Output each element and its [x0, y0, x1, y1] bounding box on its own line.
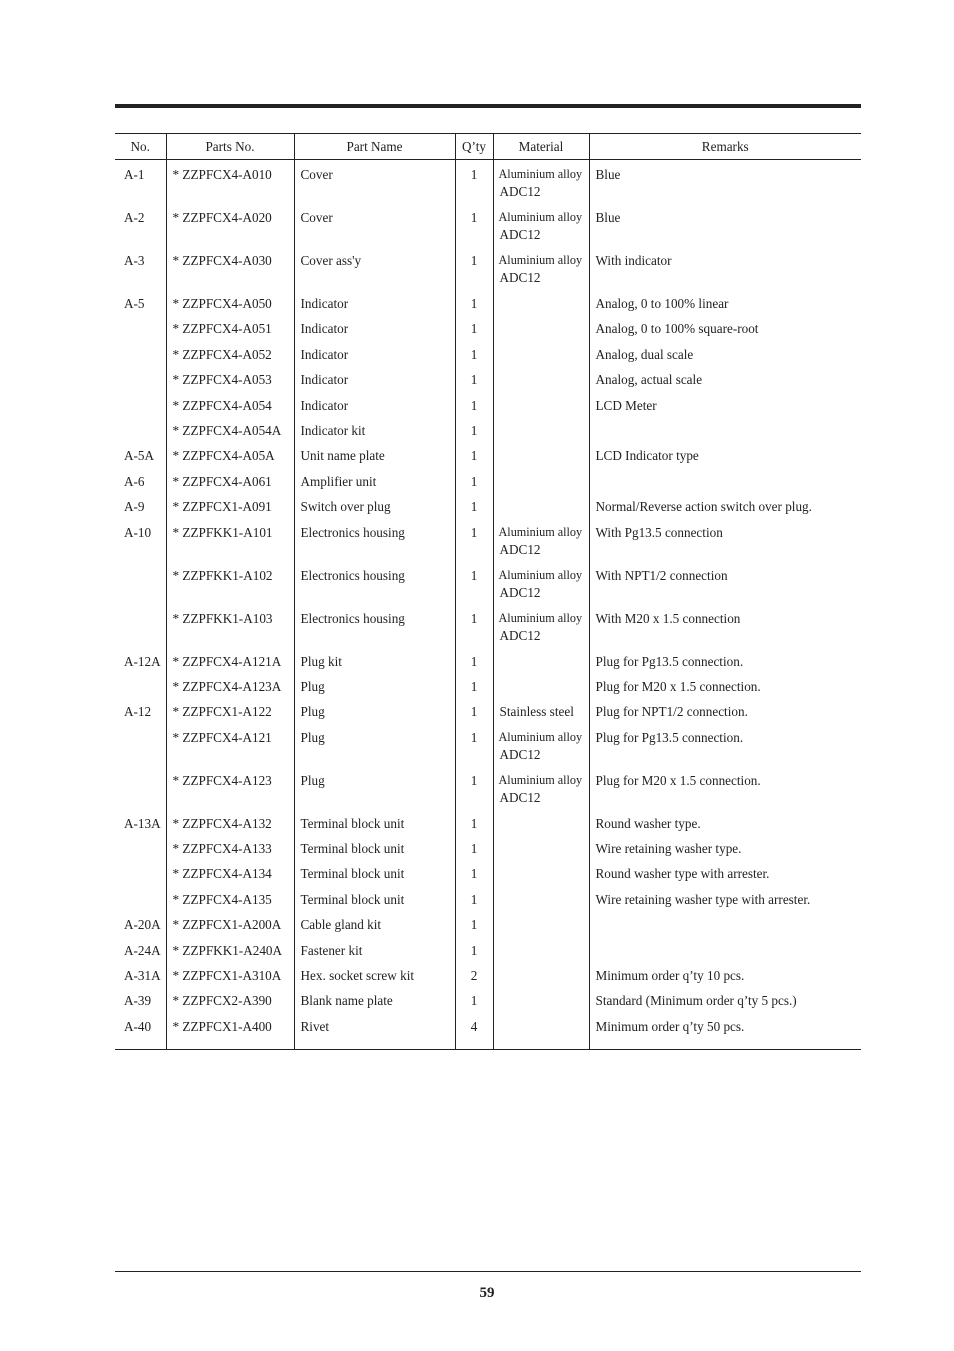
cell-parts-no: * ZZPFCX4-A053: [166, 371, 294, 396]
table-row: [115, 678, 861, 703]
cell-parts-no: * ZZPFCX4-A054: [166, 397, 294, 422]
cell-parts-no: * ZZPFCX1-A200A: [166, 916, 294, 941]
cell-material: [493, 992, 589, 1017]
header-remarks: Remarks: [589, 134, 861, 160]
cell-parts-no: * ZZPFCX2-A390: [166, 992, 294, 1017]
table-row: [115, 160, 861, 210]
cell-part-name: Amplifier unit: [294, 473, 455, 498]
cell-qty: 1: [455, 422, 493, 447]
cell-material: [493, 967, 589, 992]
cell-parts-no: * ZZPFCX4-A135: [166, 891, 294, 916]
table-row: [115, 320, 861, 345]
table-row: [115, 916, 861, 941]
table-row: [115, 371, 861, 396]
table-row: [115, 891, 861, 916]
cell-part-name: Terminal block unit: [294, 815, 455, 840]
table-row: [115, 209, 861, 252]
cell-no: [115, 397, 166, 422]
material-line: ADC12: [499, 627, 541, 643]
cell-part-name: Terminal block unit: [294, 891, 455, 916]
cell-remarks: Plug for NPT1/2 connection.: [589, 703, 861, 728]
cell-material: [493, 447, 589, 472]
cell-remarks: [589, 942, 861, 967]
cell-parts-no: * ZZPFCX4-A054A: [166, 422, 294, 447]
cell-qty: 1: [455, 992, 493, 1017]
cell-qty: 1: [455, 209, 493, 252]
cell-parts-no: * ZZPFCX4-A132: [166, 815, 294, 840]
table-row: [115, 840, 861, 865]
cell-material: [493, 320, 589, 345]
cell-parts-no: * ZZPFKK1-A103: [166, 610, 294, 653]
cell-no: [115, 772, 166, 815]
cell-remarks: Normal/Reverse action switch over plug.: [589, 498, 861, 523]
header-no: No.: [115, 134, 166, 160]
cell-remarks: Plug for Pg13.5 connection.: [589, 729, 861, 772]
cell-remarks: Minimum order q’ty 50 pcs.: [589, 1018, 861, 1050]
cell-material: [493, 772, 589, 815]
table-row: [115, 473, 861, 498]
cell-no: [115, 840, 166, 865]
cell-no: A-10: [124, 524, 152, 540]
cell-qty: 1: [455, 160, 493, 210]
table-row: [115, 967, 861, 992]
table-row: [115, 498, 861, 523]
material-line: Aluminium alloy: [498, 524, 583, 539]
cell-part-name: Cable gland kit: [294, 916, 455, 941]
cell-material: [493, 1018, 589, 1050]
cell-parts-no: * ZZPFCX4-A052: [166, 346, 294, 371]
cell-no: A-31A: [124, 968, 161, 984]
cell-no: A-2: [124, 210, 145, 225]
cell-qty: 1: [455, 772, 493, 815]
material-line: ADC12: [499, 270, 541, 285]
table-row: [115, 252, 861, 295]
cell-parts-no: * ZZPFCX4-A050: [166, 295, 294, 320]
cell-material: [493, 916, 589, 941]
cell-remarks: Analog, dual scale: [589, 346, 861, 371]
cell-no: [115, 567, 166, 610]
cell-no: A-20A: [124, 917, 161, 933]
cell-remarks: [589, 473, 861, 498]
cell-parts-no: * ZZPFCX1-A091: [166, 498, 294, 523]
cell-material: [493, 498, 589, 523]
header-parts-no: Parts No.: [166, 134, 294, 160]
cell-material: [493, 346, 589, 371]
cell-remarks: Minimum order q’ty 10 pcs.: [589, 967, 861, 992]
cell-part-name: Indicator: [294, 371, 455, 396]
cell-remarks: Blue: [589, 160, 861, 210]
table-header-row: [115, 134, 861, 160]
cell-qty: 1: [455, 371, 493, 396]
cell-no: A-1: [124, 167, 145, 182]
material-line: Aluminium alloy: [498, 610, 583, 625]
cell-no: [115, 371, 166, 396]
cell-qty: 1: [455, 524, 493, 567]
cell-qty: 1: [455, 916, 493, 941]
table-row: [115, 729, 861, 772]
cell-part-name: Electronics housing: [294, 610, 455, 653]
cell-no: [115, 422, 166, 447]
cell-no: A-12A: [124, 653, 161, 669]
cell-no: A-24A: [124, 942, 161, 958]
table-row: [115, 447, 861, 472]
cell-material: [493, 295, 589, 320]
cell-remarks: Round washer type.: [589, 815, 861, 840]
cell-remarks: Round washer type with arrester.: [589, 865, 861, 890]
cell-parts-no: * ZZPFCX4-A010: [166, 160, 294, 210]
material-line: Aluminium alloy: [498, 772, 583, 787]
cell-part-name: Indicator: [294, 320, 455, 345]
cell-parts-no: * ZZPFCX4-A123A: [166, 678, 294, 703]
cell-qty: 1: [455, 447, 493, 472]
cell-no: [115, 891, 166, 916]
cell-remarks: Blue: [589, 209, 861, 252]
cell-part-name: Switch over plug: [294, 498, 455, 523]
cell-qty: 1: [455, 840, 493, 865]
cell-parts-no: * ZZPFCX4-A051: [166, 320, 294, 345]
cell-part-name: Indicator: [294, 346, 455, 371]
cell-qty: 1: [455, 678, 493, 703]
table-row: [115, 703, 861, 728]
cell-material: [493, 942, 589, 967]
cell-no: A-9: [124, 499, 145, 515]
cell-parts-no: * ZZPFCX4-A020: [166, 209, 294, 252]
material-line: ADC12: [499, 184, 541, 199]
cell-remarks: [589, 916, 861, 941]
table-row: [115, 992, 861, 1017]
cell-qty: 1: [455, 703, 493, 728]
table-row: [115, 422, 861, 447]
cell-parts-no: * ZZPFKK1-A240A: [166, 942, 294, 967]
cell-parts-no: * ZZPFCX4-A061: [166, 473, 294, 498]
cell-part-name: Plug: [294, 729, 455, 772]
cell-material: [493, 209, 589, 252]
cell-parts-no: * ZZPFCX1-A122: [166, 703, 294, 728]
cell-material: [493, 397, 589, 422]
cell-parts-no: * ZZPFCX1-A310A: [166, 967, 294, 992]
cell-part-name: Terminal block unit: [294, 865, 455, 890]
cell-material: [493, 160, 589, 210]
cell-remarks: Plug for M20 x 1.5 connection.: [589, 772, 861, 815]
material-line: Aluminium alloy: [498, 167, 583, 181]
cell-qty: 1: [455, 653, 493, 678]
cell-remarks: Analog, 0 to 100% linear: [589, 295, 861, 320]
cell-part-name: Plug: [294, 703, 455, 728]
cell-qty: 1: [455, 498, 493, 523]
cell-no: A-3: [124, 253, 145, 268]
cell-material: [493, 891, 589, 916]
cell-material: [493, 610, 589, 653]
cell-remarks: Wire retaining washer type with arrester.: [589, 891, 861, 916]
material-line: Aluminium alloy: [498, 253, 583, 267]
cell-material: [493, 371, 589, 396]
cell-qty: 4: [455, 1018, 493, 1050]
cell-material: [493, 678, 589, 703]
material-line: ADC12: [499, 584, 541, 600]
cell-qty: 1: [455, 815, 493, 840]
cell-no: [115, 678, 166, 703]
cell-material: [493, 703, 589, 728]
header-part-name: Part Name: [294, 134, 455, 160]
cell-qty: 1: [455, 891, 493, 916]
header-material: Material: [493, 134, 589, 160]
cell-remarks: Plug for M20 x 1.5 connection.: [589, 678, 861, 703]
table-row: [115, 295, 861, 320]
cell-part-name: Terminal block unit: [294, 840, 455, 865]
parts-table: [115, 133, 861, 1050]
material-line: Aluminium alloy: [498, 210, 583, 224]
cell-no: A-5: [124, 296, 145, 311]
cell-remarks: With Pg13.5 connection: [589, 524, 861, 567]
cell-part-name: Unit name plate: [294, 447, 455, 472]
table-row: [115, 567, 861, 610]
cell-material: [493, 524, 589, 567]
cell-part-name: Electronics housing: [294, 524, 455, 567]
cell-part-name: Indicator kit: [294, 422, 455, 447]
cell-part-name: Rivet: [294, 1018, 455, 1050]
cell-part-name: Plug: [294, 678, 455, 703]
cell-parts-no: * ZZPFCX4-A121: [166, 729, 294, 772]
table-row: [115, 942, 861, 967]
cell-part-name: Hex. socket screw kit: [294, 967, 455, 992]
cell-qty: 1: [455, 610, 493, 653]
cell-part-name: Blank name plate: [294, 992, 455, 1017]
cell-no: A-5A: [124, 448, 155, 464]
cell-no: A-40: [115, 1018, 166, 1050]
cell-no: A-12: [124, 704, 152, 720]
cell-remarks: With indicator: [589, 252, 861, 295]
cell-parts-no: * ZZPFCX1-A400: [166, 1018, 294, 1050]
page-number: 59: [479, 1285, 495, 1301]
cell-qty: 1: [455, 397, 493, 422]
cell-part-name: Cover: [294, 160, 455, 210]
cell-qty: 1: [455, 729, 493, 772]
table-row: [115, 524, 861, 567]
cell-part-name: Fastener kit: [294, 942, 455, 967]
cell-part-name: Indicator: [294, 397, 455, 422]
footer-rule: [115, 1271, 861, 1272]
table-row: [115, 653, 861, 678]
cell-part-name: Plug: [294, 772, 455, 815]
cell-material: [493, 815, 589, 840]
table-row: [115, 397, 861, 422]
cell-material: [493, 567, 589, 610]
cell-remarks: Analog, 0 to 100% square-root: [589, 320, 861, 345]
cell-no: [115, 865, 166, 890]
cell-remarks: LCD Indicator type: [589, 447, 861, 472]
cell-qty: 1: [455, 346, 493, 371]
cell-qty: 1: [455, 567, 493, 610]
table-row: [115, 865, 861, 890]
cell-remarks: Analog, actual scale: [589, 371, 861, 396]
cell-material: [493, 422, 589, 447]
cell-no: A-6: [124, 473, 145, 489]
cell-parts-no: * ZZPFCX4-A133: [166, 840, 294, 865]
cell-qty: 2: [455, 967, 493, 992]
top-rule: [115, 104, 861, 108]
cell-material: [493, 473, 589, 498]
cell-part-name: Plug kit: [294, 653, 455, 678]
cell-remarks: Plug for Pg13.5 connection.: [589, 653, 861, 678]
cell-qty: 1: [455, 473, 493, 498]
material-line: Aluminium alloy: [498, 729, 583, 744]
material-line: Stainless steel: [499, 704, 574, 720]
parts-table-body: [115, 160, 861, 1050]
cell-material: [493, 840, 589, 865]
cell-no: [115, 346, 166, 371]
cell-material: [493, 729, 589, 772]
cell-no: A-39: [124, 993, 152, 1009]
cell-parts-no: * ZZPFCX4-A030: [166, 252, 294, 295]
table-row: [115, 1018, 861, 1050]
cell-remarks: LCD Meter: [589, 397, 861, 422]
cell-no: [115, 610, 166, 653]
cell-remarks: Standard (Minimum order q’ty 5 pcs.): [589, 992, 861, 1017]
table-row: [115, 346, 861, 371]
cell-no: [115, 320, 166, 345]
material-line: ADC12: [499, 789, 541, 805]
cell-part-name: Cover ass'y: [294, 252, 455, 295]
cell-parts-no: * ZZPFKK1-A102: [166, 567, 294, 610]
cell-no: A-13A: [124, 815, 161, 831]
cell-parts-no: * ZZPFKK1-A101: [166, 524, 294, 567]
cell-parts-no: * ZZPFCX4-A134: [166, 865, 294, 890]
cell-remarks: With NPT1/2 connection: [589, 567, 861, 610]
cell-material: [493, 252, 589, 295]
cell-part-name: Indicator: [294, 295, 455, 320]
cell-remarks: [589, 422, 861, 447]
cell-remarks: With M20 x 1.5 connection: [589, 610, 861, 653]
cell-part-name: Electronics housing: [294, 567, 455, 610]
cell-qty: 1: [455, 942, 493, 967]
cell-remarks: Wire retaining washer type.: [589, 840, 861, 865]
cell-material: [493, 653, 589, 678]
cell-parts-no: * ZZPFCX4-A121A: [166, 653, 294, 678]
header-qty: Q’ty: [455, 134, 493, 160]
material-line: ADC12: [499, 227, 541, 242]
cell-parts-no: * ZZPFCX4-A05A: [166, 447, 294, 472]
material-line: Aluminium alloy: [498, 567, 583, 582]
material-line: ADC12: [499, 746, 541, 762]
table-row: [115, 815, 861, 840]
table-row: [115, 610, 861, 653]
material-line: ADC12: [499, 541, 541, 557]
cell-parts-no: * ZZPFCX4-A123: [166, 772, 294, 815]
cell-qty: 1: [455, 320, 493, 345]
cell-qty: 1: [455, 295, 493, 320]
cell-material: [493, 865, 589, 890]
table-row: [115, 772, 861, 815]
cell-qty: 1: [455, 252, 493, 295]
cell-part-name: Cover: [294, 209, 455, 252]
cell-qty: 1: [455, 865, 493, 890]
cell-no: [115, 729, 166, 772]
